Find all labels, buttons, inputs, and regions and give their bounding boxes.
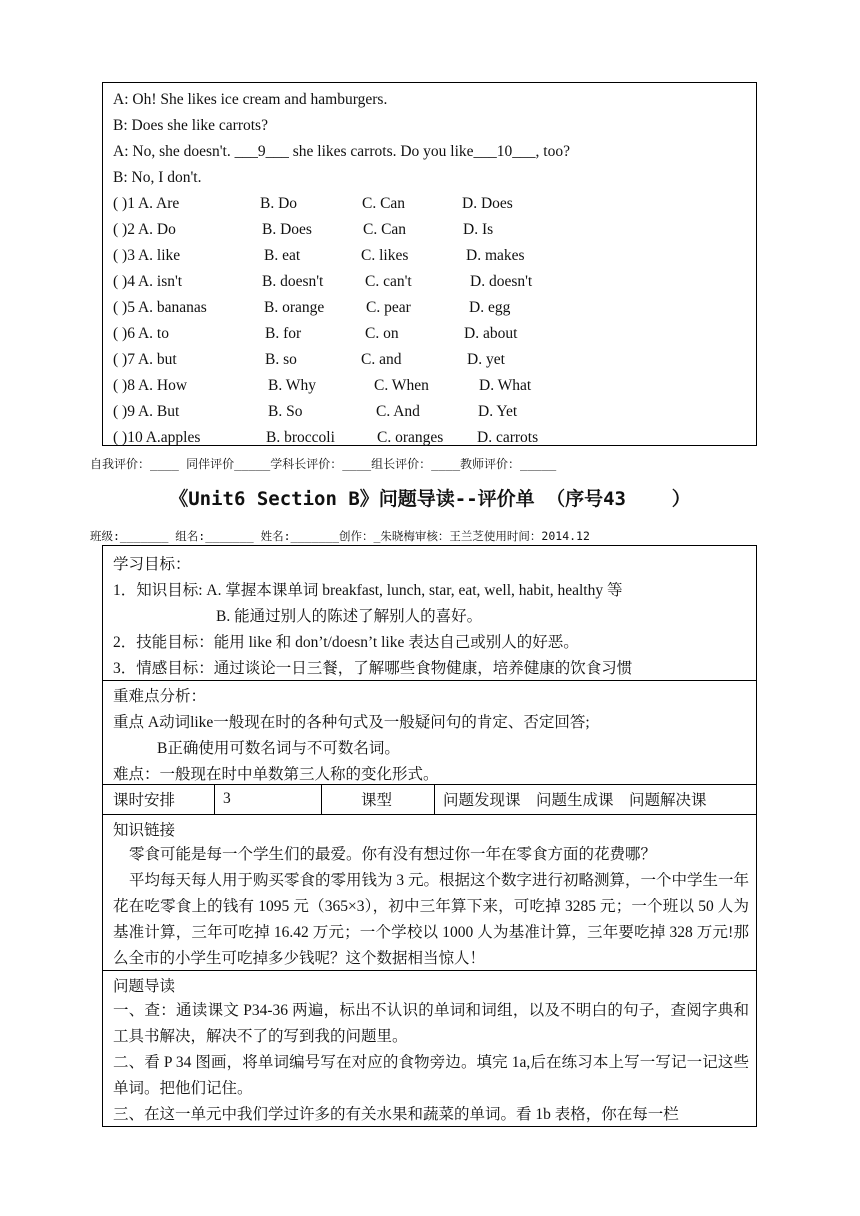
question-option-d: D. yet — [467, 351, 505, 368]
question-option-b: B. Do — [260, 195, 298, 212]
column-divider — [434, 784, 435, 814]
question-option-a: ( )1 A. Are — [113, 195, 180, 212]
goals-heading: 学习目标： — [113, 556, 191, 573]
question-option-c: C. likes — [361, 247, 409, 264]
schedule-label: 课时安排 — [113, 792, 176, 809]
question-option-a: ( )5 A. bananas — [113, 299, 207, 316]
knowledge-heading: 知识链接 — [113, 822, 176, 839]
guide-table — [102, 545, 757, 1127]
dialogue-line: B: Does she like carrots? — [113, 117, 268, 134]
analysis-line: 难点：一般现在时中单数第三人称的变化形式。 — [113, 766, 439, 783]
question-option-b: B. Why — [268, 377, 316, 394]
dialogue-line: A: No, she doesn't. ___9___ she likes carrots. Do you like___10___, too? — [113, 143, 570, 160]
row-divider — [103, 784, 756, 785]
question-option-c: C. and — [361, 351, 402, 368]
exercise-box — [102, 82, 757, 446]
analysis-line: 重点 A动词like一般现在时的各种句式及一般疑问句的肯定、否定回答; — [113, 714, 590, 731]
question-option-c: C. can't — [365, 273, 412, 290]
knowledge-paragraph: 零食可能是每一个学生们的最爱。你有没有想过你一年在零食方面的花费哪？ — [129, 846, 657, 863]
schedule-value: 3 — [223, 790, 231, 807]
question-option-c: C. pear — [366, 299, 411, 316]
question-option-d: D. Is — [463, 221, 494, 238]
meta-line: 班级:_______ 组名:_______ 姓名:_______创作：_朱晓梅审核：王兰芝使用时间：2014.12 — [90, 529, 590, 543]
lesson-types: 问题发现课 问题生成课 问题解决课 — [443, 792, 707, 809]
question-option-b: B. for — [265, 325, 302, 342]
guide-paragraph: 一、查：通读课文 P34-36 两遍，标出不认识的单词和词组，以及不明白的句子，查阅字典和工具书解决，解决不了的写到我的问题里。 — [113, 1002, 749, 1045]
goals-line: 3．情感目标：通过谈论一日三餐，了解哪些食物健康，培养健康的饮食习惯 — [113, 660, 633, 677]
knowledge-paragraph: 平均每天每人用于购买零食的零用钱为 3 元。根据这个数字进行初略测算，一个中学生一年花在吃零食上的钱有 1095 元（365×3），初中三年算下来，可吃掉 3285 元；一个班以 50 人为基准计算，三年可吃掉 16.42 万元；一个学校以 1000 人为基准计算，三年要吃掉 328 万元!那么全市的小学生可吃掉多少钱呢？这个数据相当惊人！ — [113, 872, 750, 967]
document-title: 《Unit6 Section B》问题导读--评价单 （序号43 ） — [169, 488, 691, 510]
column-divider — [321, 784, 322, 814]
question-option-a: ( )7 A. but — [113, 351, 177, 368]
dialogue-line: A: Oh! She likes ice cream and hamburgers. — [113, 91, 388, 108]
question-option-c: C. Can — [363, 221, 407, 238]
question-option-b: B. eat — [264, 247, 301, 264]
analysis-heading: 重难点分析： — [113, 688, 207, 705]
question-option-a: ( )2 A. Do — [113, 221, 176, 238]
row-divider — [103, 680, 756, 681]
guide-paragraph: 三、在这一单元中我们学过许多的有关水果和蔬菜的单词。看 1b 表格，你在每一栏 — [113, 1106, 679, 1123]
question-option-a: ( )9 A. But — [113, 403, 180, 420]
question-option-a: ( )8 A. How — [113, 377, 188, 394]
question-option-b: B. broccoli — [266, 429, 335, 446]
row-divider — [103, 970, 756, 971]
column-divider — [214, 784, 215, 814]
row-divider — [103, 814, 756, 815]
question-option-d: D. Does — [462, 195, 513, 212]
question-option-d: D. doesn't — [470, 273, 533, 290]
question-option-d: D. egg — [469, 299, 511, 316]
analysis-line: B正确使用可数名词与不可数名词。 — [157, 740, 400, 757]
question-option-a: ( )3 A. like — [113, 247, 181, 264]
question-option-d: D. makes — [466, 247, 525, 264]
question-option-d: D. carrots — [477, 429, 539, 446]
question-option-a: ( )4 A. isn't — [113, 273, 183, 290]
guide-paragraph: 二、看 P 34 图画，将单词编号写在对应的食物旁边。填完 1a,后在练习本上写一写记一记这些单词。把他们记住。 — [113, 1054, 749, 1097]
question-option-b: B. so — [265, 351, 297, 368]
question-option-d: D. about — [464, 325, 518, 342]
question-option-c: C. Can — [362, 195, 406, 212]
question-option-a: ( )6 A. to — [113, 325, 169, 342]
lesson-type-label: 课型 — [361, 792, 393, 809]
goals-line: B. 能通过别人的陈述了解别人的喜好。 — [216, 608, 483, 625]
goals-line: 2．技能目标：能用 like 和 don’t/doesn’t like 表达自己或别人的好恶。 — [113, 634, 579, 651]
question-option-c: C. And — [376, 403, 420, 420]
dialogue-line: B: No, I don't. — [113, 169, 202, 186]
question-option-b: B. Does — [262, 221, 312, 238]
guide-heading: 问题导读 — [113, 978, 176, 995]
question-option-c: C. When — [374, 377, 429, 394]
goals-line: 1．知识目标: A. 掌握本课单词 breakfast, lunch, star, eat, well, habit, healthy 等 — [113, 582, 623, 599]
question-option-c: C. on — [365, 325, 399, 342]
question-option-b: B. So — [268, 403, 303, 420]
question-option-a: ( )10 A.apples — [113, 429, 201, 446]
question-option-d: D. What — [479, 377, 532, 394]
evaluation-line: 自我评价：____ 同伴评价_____学科长评价：____组长评价：____教师评价：_____ — [90, 457, 557, 471]
question-option-d: D. Yet — [478, 403, 518, 420]
question-option-b: B. doesn't — [262, 273, 324, 290]
question-option-b: B. orange — [264, 299, 325, 316]
question-option-c: C. oranges — [377, 429, 444, 446]
